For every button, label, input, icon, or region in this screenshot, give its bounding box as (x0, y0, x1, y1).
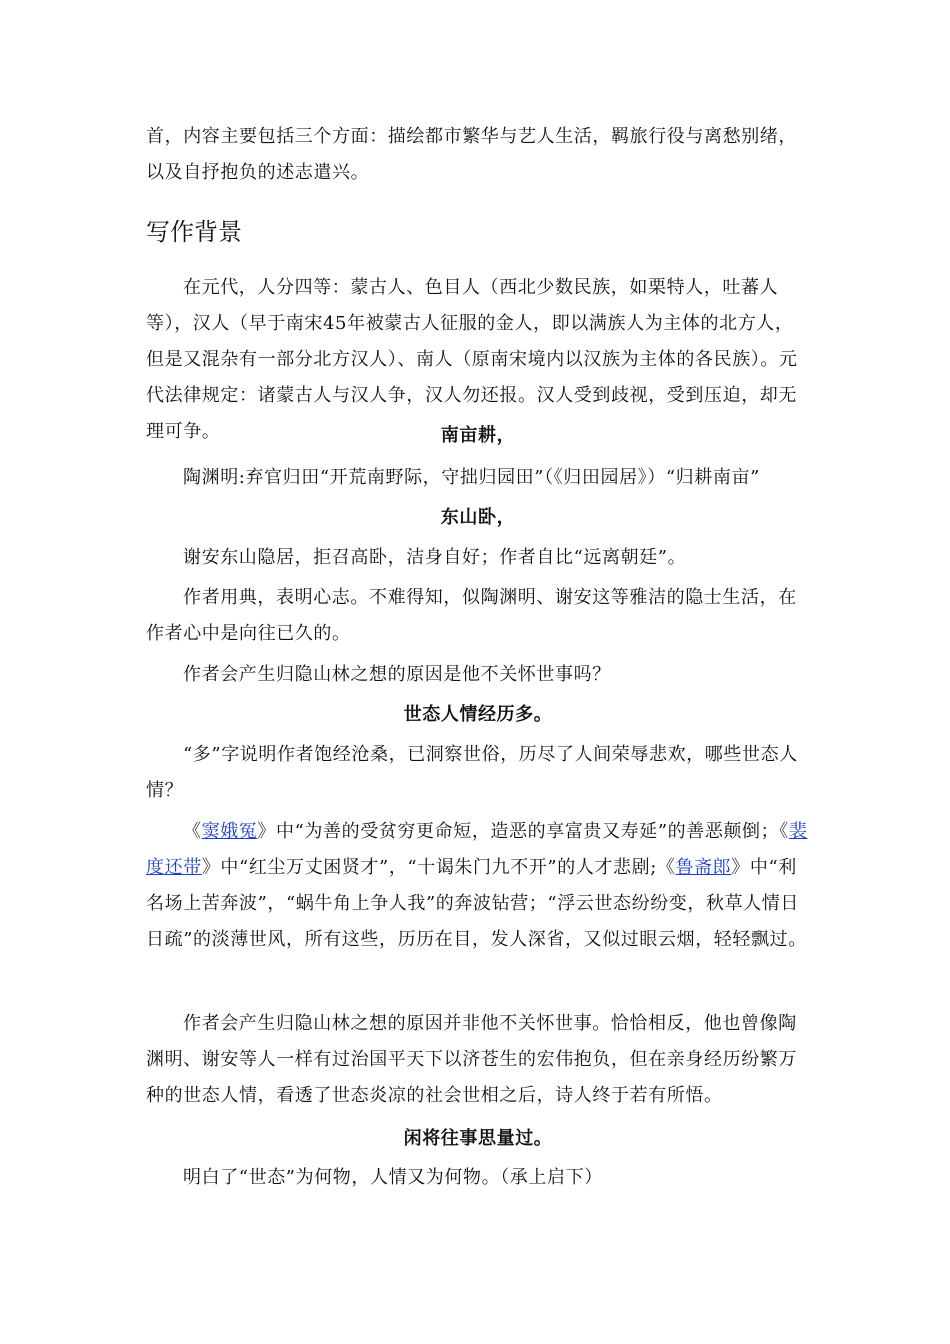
quote-shitai: 世态人情经历多。 (403, 704, 553, 725)
paragraph-background: 在元代，人分四等：蒙古人、色目人（西北少数民族，如栗特人，吐蕃人等），汉人（早于南宋45年被蒙古人征服的金人，即以满族人为主体的北方人，但是又混杂有一部分北方汉人）、南人（原南宋境内以汉族为主体的各民族）。元代法律规定：诸蒙古人与汉人争，汉人勿还报。汉人受到歧视，受到压迫，却无理可争。 (146, 277, 798, 442)
link-dou-e-yuan[interactable]: 窦娥冤 (201, 821, 258, 842)
paragraph-xie-an: 谢安东山隐居，拒召高卧，洁身自好；作者自比“远离朝廷”。 (183, 547, 687, 568)
paragraph-plays (146, 814, 810, 958)
quote-dongshan: 东山卧， (440, 507, 516, 528)
section-heading: 写作背景 (146, 218, 242, 246)
paragraph-question: 作者会产生归隐山林之想的原因是他不关怀世事吗？ (183, 664, 611, 685)
bracket-text: 《 (183, 821, 202, 842)
quote-xianjiang: 闲将往事思量过。 (403, 1128, 553, 1149)
paragraph-duo: “多”字说明作者饱经沧桑，已洞察世俗，历尽了人间荣辱悲欢，哪些世态人情？ (146, 744, 798, 801)
paragraph-conclusion: 明白了“世态”为何物，人情又为何物。（承上启下） (183, 1167, 603, 1188)
plays-text-2: 》中“红尘万丈困贤才”，“十谒朱门九不开”的人才悲剧;《 (201, 857, 676, 878)
plays-text-1: 》中“为善的受贫穷更命短，造恶的享富贵又寿延”的善恶颠倒； (257, 821, 780, 842)
paragraph-allusion: 作者用典，表明心志。不难得知，似陶渊明、谢安这等雅洁的隐士生活，在作者心中是向往已久的。 (146, 587, 797, 644)
paragraph-reason: 作者会产生归隐山林之想的原因并非他不关怀世事。恰恰相反，他也曾像陶渊明、谢安等人一样有过治国平天下以济苍生的宏伟抱负，但在亲身经历纷繁万种的世态人情，看透了世态炎凉的社会世相之后，诗人终于若有所悟。 (146, 1013, 797, 1106)
quote-nanmu: 南亩耕， (440, 425, 516, 446)
plays-text-3: 》中“利名场上苦奔波”，“蜗牛角上争人我”的奔波钻营；“浮云世态纷纷变，秋草人情日日疏”的淡薄世风，所有这些，历历在目，发人深省，又似过眼云烟，轻轻飘过。 (146, 857, 807, 950)
intro-paragraph: 首，内容主要包括三个方面：描绘都市繁华与艺人生活，羁旅行役与离愁别绪，以及自抒抱负的述志遣兴。 (146, 126, 797, 183)
link-pei-du-huan-dai[interactable]: 裴度还带 (146, 821, 808, 878)
link-lu-zhai-lang[interactable]: 鲁斋郎 (675, 857, 732, 878)
paragraph-tao-yuanming: 陶渊明:弃官归田“开荒南野际，守拙归园田”（《归田园居》）“归耕南亩” (183, 467, 760, 488)
bracket-text-2: 《 (779, 821, 789, 842)
